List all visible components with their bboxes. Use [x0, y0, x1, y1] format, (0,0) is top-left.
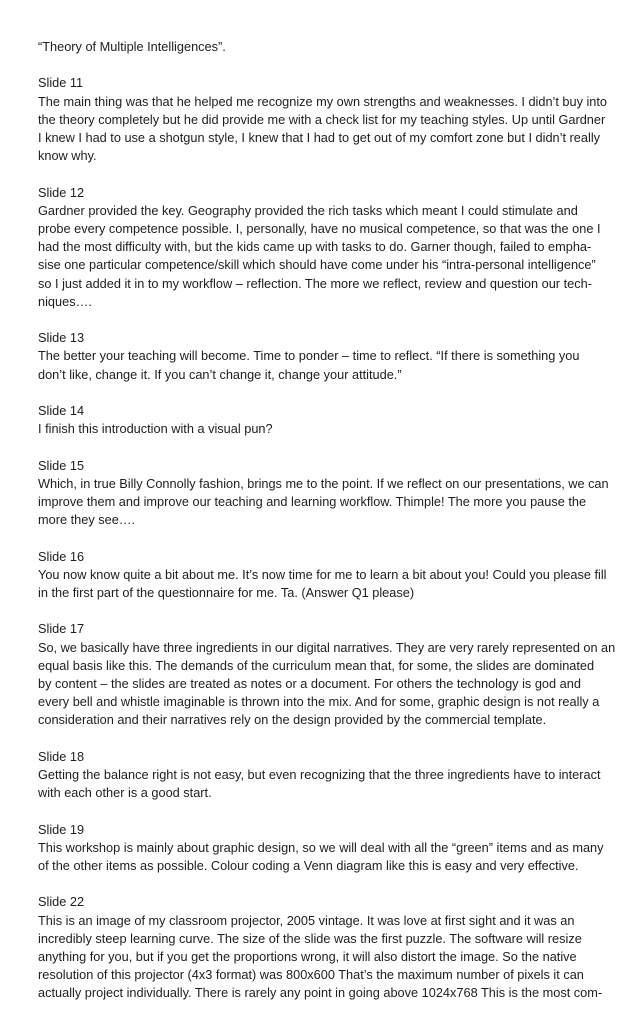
paragraph-line: I knew I had to use a shotgun style, I knew that I had to get out of my comfort zone but I didn’t really: [38, 130, 601, 145]
slide-note-slide-12: [38, 184, 604, 311]
slide-note-slide-22: [38, 893, 604, 1002]
paragraph-line: of the other items as possible. Colour coding a Venn diagram like this is easy and very effective.: [38, 858, 579, 873]
slide-note-slide-16: [38, 548, 607, 603]
paragraph-line: probe every competence possible. I, personally, have no musical competence, so that was the one I: [38, 221, 601, 236]
paragraph-line: niques….: [38, 293, 92, 309]
slide-heading: Slide 12: [38, 184, 85, 200]
paragraph-line: know why.: [38, 148, 97, 164]
paragraph-line: consideration and their narratives rely on the design provided by the commercial template.: [38, 712, 547, 728]
paragraph-line: incredibly steep learning curve. The size of the slide was the first puzzle. The software will resize: [38, 930, 582, 946]
paragraph-line: so I just added it in to my workflow – reflection. The more we reflect, review and question our tech-: [38, 275, 592, 291]
slide-heading: Slide 18: [38, 748, 85, 764]
paragraph-line: in the first part of the questionnaire for me. Ta. (Answer Q1 please): [38, 585, 415, 600]
slide-heading: Slide 14: [38, 403, 85, 418]
paragraph-line: the theory completely but he did provide me with a check list for my teaching styles. Up until Gardner: [38, 111, 606, 127]
slide-heading: Slide 17: [38, 621, 85, 637]
paragraph-line: equal basis like this. The demands of the curriculum mean that, for some, the slides are dominated: [38, 657, 595, 673]
paragraph-line: I finish this introduction with a visual pun?: [38, 421, 273, 437]
intro-paragraph: [38, 38, 604, 56]
paragraph-line: by content – the slides are treated as notes or a document. For others the technology is god and: [38, 676, 581, 691]
slide-heading: Slide 15: [38, 457, 85, 473]
slide-note-slide-13: [38, 329, 604, 384]
paragraph-line: The better your teaching will become. Time to ponder – time to reflect. “If there is something you: [38, 348, 580, 364]
paragraph-line: Gardner provided the key. Geography provided the rich tasks which meant I could stimulate and: [38, 202, 578, 218]
paragraph-line: This is an image of my classroom projector, 2005 vintage. It was love at first sight and it was an: [38, 912, 575, 928]
slide-heading: Slide 16: [38, 548, 85, 564]
paragraph-line: more they see….: [38, 512, 136, 528]
slide-heading: Slide 13: [38, 330, 85, 346]
paragraph-line: The main thing was that he helped me recognize my own strengths and weaknesses. I didn’t buy into: [38, 93, 608, 109]
paragraph-line: So, we basically have three ingredients in our digital narratives. They are very rarely represented on an: [38, 639, 616, 655]
slide-note-slide-19: [38, 821, 604, 876]
slide-note-slide-11: [38, 74, 608, 165]
slide-note-slide-17: [38, 620, 616, 729]
slide-note-slide-18: [38, 748, 604, 803]
slide-heading: Slide 22: [38, 894, 85, 910]
paragraph-line: anything for you, but if you get the proportions wrong, it will also distort the image. So the native: [38, 949, 577, 964]
slide-note-slide-14: [38, 402, 604, 438]
paragraph-line: every bell and whistle imaginable is thrown into the mix. And for some, graphic design is not really a: [38, 694, 600, 710]
slide-heading: Slide 19: [38, 821, 85, 837]
slide-note-slide-15: [38, 457, 609, 530]
paragraph-line: actually project individually. There is rarely any point in going above 1024x768 This is the most com-: [38, 985, 603, 1001]
paragraph-line: Getting the balance right is not easy, but even recognizing that the three ingredients have to interact: [38, 767, 601, 782]
slide-notes: [38, 74, 616, 1002]
intro-line: “Theory of Multiple Intelligences”.: [38, 39, 226, 54]
paragraph-line: with each other is a good start.: [38, 785, 212, 801]
paragraph-line: improve them and improve our teaching and learning workflow. Thimple! The more you pause the: [38, 494, 587, 509]
document-page: [38, 38, 616, 1021]
paragraph-line: don’t like, change it. If you can’t change it, change your attitude.”: [38, 366, 402, 382]
paragraph-line: had the most difficulty with, but the kids came up with tasks to do. Garner though, failed to empha-: [38, 239, 592, 255]
slide-heading: Slide 11: [38, 75, 84, 91]
paragraph-line: resolution of this projector (4x3 format) was 800x600 That’s the maximum number of pixels it can: [38, 967, 584, 983]
paragraph-line: sise one particular competence/skill which should have come under his “intra-personal intelligence”: [38, 257, 596, 273]
paragraph-line: You now know quite a bit about me. It’s now time for me to learn a bit about you! Could you please fill: [38, 566, 607, 582]
paragraph-line: Which, in true Billy Connolly fashion, brings me to the point. If we reflect on our presentations, we can: [38, 475, 609, 491]
paragraph-line: This workshop is mainly about graphic design, so we will deal with all the “green” items and as many: [38, 839, 604, 855]
